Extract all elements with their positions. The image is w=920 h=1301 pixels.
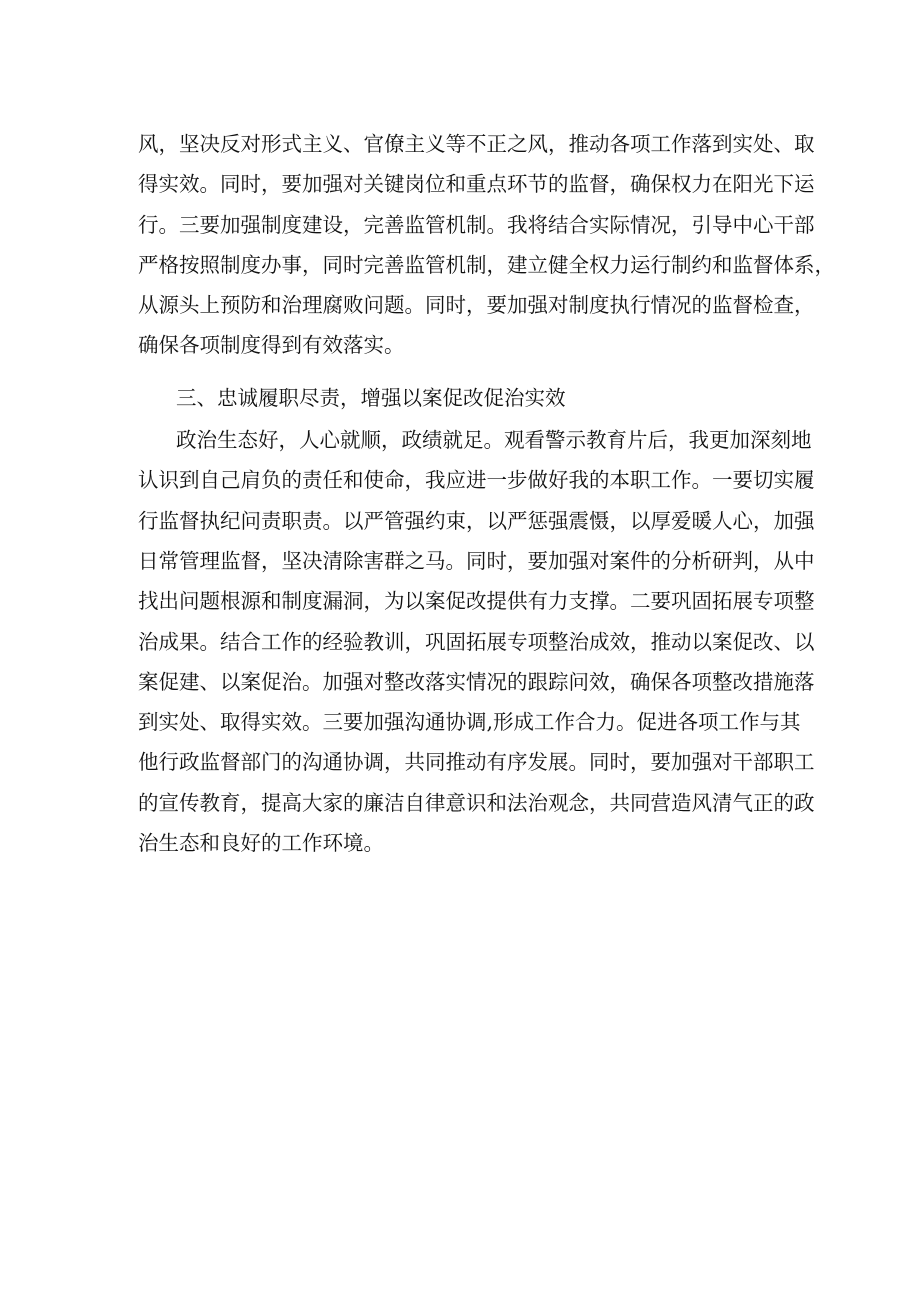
text-line: 案促建、以案促治。加强对整改落实情况的跟踪问效，确保各项整改措施落 xyxy=(138,669,815,694)
text-line: 找出问题根源和制度漏洞，为以案促改提供有力支撑。二要巩固拓展专项整 xyxy=(138,589,815,614)
document-body xyxy=(138,124,835,863)
text-line: 的宣传教育，提高大家的廉洁自律意识和法治观念，共同营造风清气正的政 xyxy=(138,790,815,815)
text-line: 严格按照制度办事，同时完善监管机制，建立健全权力运行制约和监督体系， xyxy=(138,252,835,277)
paragraph-2 xyxy=(138,420,815,863)
text-line: 行。三要加强制度建设，完善监管机制。我将结合实际情况，引导中心干部 xyxy=(138,212,815,237)
text-line: 行监督执纪问责职责。以严管强约束，以严惩强震慑，以厚爱暖人心，加强 xyxy=(138,508,815,533)
text-line: 治成果。结合工作的经验教训，巩固拓展专项整治成效，推动以案促改、以 xyxy=(138,629,815,654)
section-heading: 三、忠诚履职尽责，增强以案促改促治实效 xyxy=(176,385,566,410)
text-line: 治生态和良好的工作环境。 xyxy=(138,831,384,856)
text-line: 确保各项制度得到有效落实。 xyxy=(138,333,405,358)
text-line: 从源头上预防和治理腐败问题。同时，要加强对制度执行情况的监督检查， xyxy=(138,293,815,318)
text-line: 到实处、取得实效。三要加强沟通协调,形成工作合力。促进各项工作与其 xyxy=(138,710,801,735)
text-line: 得实效。同时，要加强对关键岗位和重点环节的监督，确保权力在阳光下运 xyxy=(138,172,815,197)
text-line: 风，坚决反对形式主义、官僚主义等不正之风，推动各项工作落到实处、取 xyxy=(138,132,815,156)
text-line: 认识到自己肩负的责任和使命，我应进一步做好我的本职工作。一要切实履 xyxy=(138,468,815,493)
text-line: 日常管理监督，坚决清除害群之马。同时，要加强对案件的分析研判，从中 xyxy=(138,548,815,573)
text-line: 他行政监督部门的沟通协调，共同推动有序发展。同时，要加强对干部职工 xyxy=(138,750,815,775)
paragraph-1 xyxy=(138,124,835,366)
text-line: 政治生态好，人心就顺，政绩就足。观看警示教育片后，我更加深刻地 xyxy=(176,428,812,453)
